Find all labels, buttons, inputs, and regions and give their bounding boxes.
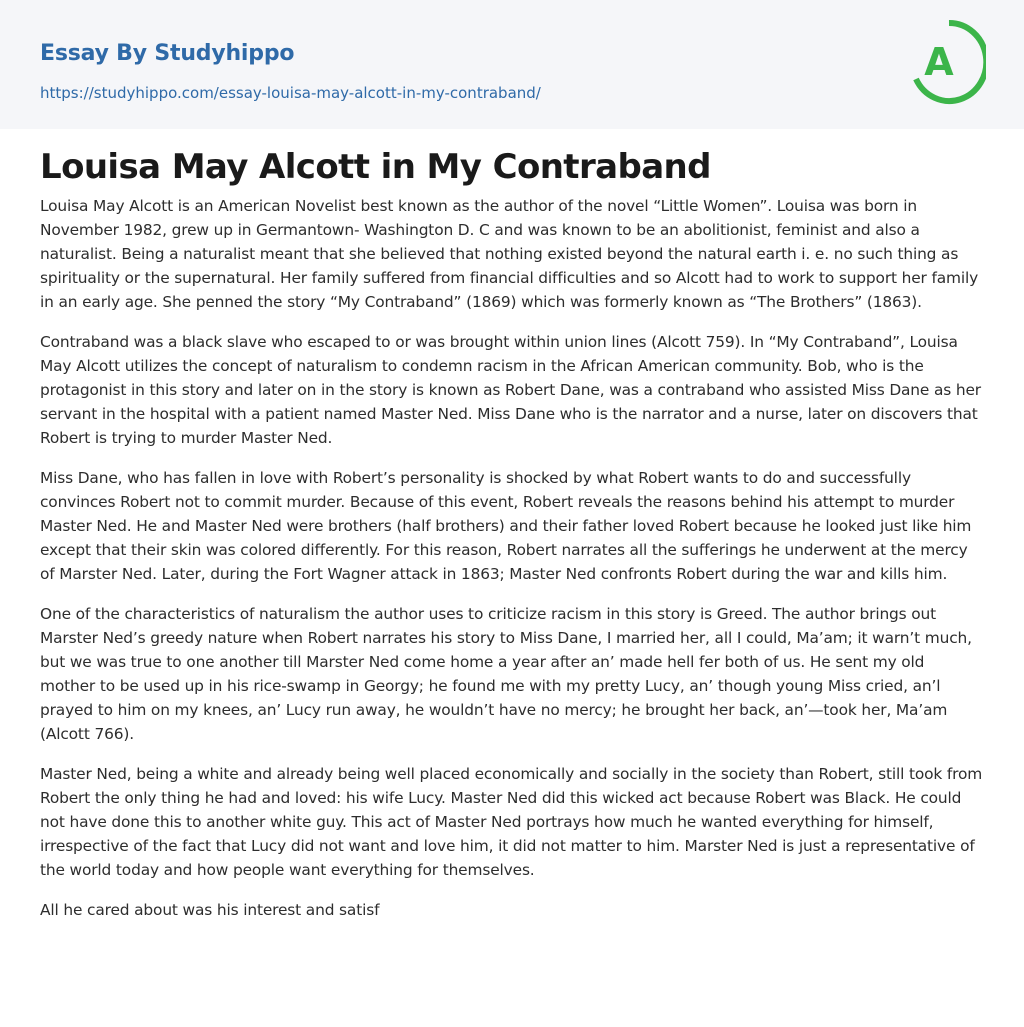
logo-letter: A (924, 40, 954, 84)
essay-paragraph: One of the characteristics of naturalism the author uses to criticize racism in this story is Greed. The author brings out Marster Ned’s greedy nature when Robert narrates his story to Miss Dane, I married her, all I could, Ma’am; it warn’t much, but we was true to one another till Marster Ned come home a year after an’ made hell fer both of us. He sent my old mother to be used up in his rice-swamp in Georgy; he found me with my pretty Lucy, an’ though young Miss cried, an’l prayed to him on my knees, an’ Lucy run away, he wouldn’t have no mercy; he brought her back, an’—took her, Ma’am (Alcott 766). (40, 605, 972, 743)
site-title[interactable]: Essay By Studyhippo (40, 41, 295, 66)
essay-paragraph: All he cared about was his interest and satisf (40, 901, 380, 919)
essay-paragraph: Miss Dane, who has fallen in love with Robert’s personality is shocked by what Robert wants to do and successfully convinces Robert not to commit murder. Because of this event, Robert reveals the reasons behind his attempt to murder Master Ned. He and Master Ned were brothers (half brothers) and their father loved Robert because he looked just like him except that their skin was colored differently. For this reason, Robert narrates all the sufferings he underwent at the mercy of Marster Ned. Later, during the Fort Wagner attack in 1863; Master Ned confronts Robert during the war and kills him. (40, 469, 972, 583)
site-header (0, 0, 1024, 129)
essay-url-link[interactable]: https://studyhippo.com/essay-louisa-may-alcott-in-my-contraband/ (40, 84, 541, 102)
essay-title: Louisa May Alcott in My Contraband (40, 147, 711, 187)
essay-paragraph: Master Ned, being a white and already being well placed economically and socially in the society than Robert, still took from Robert the only thing he had and loved: his wife Lucy. Master Ned did this wicked act because Robert was Black. He could not have done this to another white guy. This act of Master Ned portrays how much he wanted everything for himself, irrespective of the fact that Lucy did not want and love him, it did not matter to him. Marster Ned is just a representative of the world today and how people want everything for themselves. (40, 765, 983, 879)
essay-paragraph: Contraband was a black slave who escaped to or was brought within union lines (Alcott 759). In “My Contraband”, Louisa May Alcott utilizes the concept of naturalism to condemn racism in the African American community. Bob, who is the protagonist in this story and later on in the story is known as Robert Dane, was a contraband who assisted Miss Dane as her servant in the hospital with a patient named Master Ned. Miss Dane who is the narrator and a nurse, later on discovers that Robert is trying to murder Master Ned. (40, 333, 981, 447)
studyhippo-logo-icon[interactable] (912, 19, 986, 105)
essay-content (40, 140, 984, 938)
essay-paragraph: Louisa May Alcott is an American Novelist best known as the author of the novel “Little Women”. Louisa was born in November 1982, grew up in Germantown- Washington D. C and was known to be an abolitionist, feminist and also a naturalist. Being a naturalist meant that she believed that nothing existed beyond the natural earth i. e. no such thing as spirituality or the supernatural. Her family suffered from financial difficulties and so Alcott had to work to support her family in an early age. She penned the story “My Contraband” (1869) which was formerly known as “The Brothers” (1863). (40, 197, 979, 311)
